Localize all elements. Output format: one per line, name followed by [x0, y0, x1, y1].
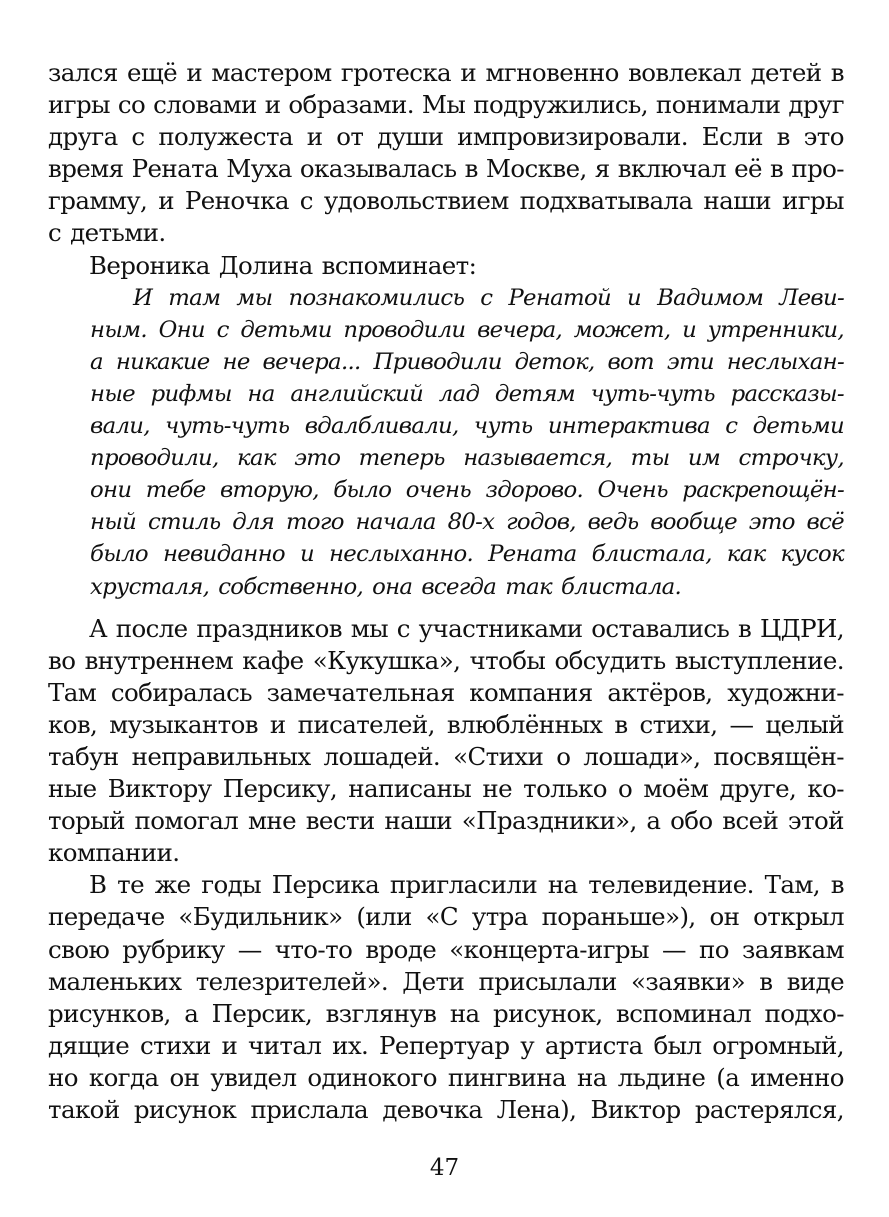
paragraph-gap [48, 603, 844, 613]
text-line: а никакие не вечера... Приводили деток, вот эти неслыхан- [90, 348, 844, 375]
page-number: 47 [429, 1155, 460, 1181]
text-line: игры со словами и образами. Мы подружились, понимали друг [48, 90, 844, 120]
text-line: маленьких телезрителей». Дети присылали «заявки» в виде [48, 966, 844, 996]
text-line: проводили, как это теперь называется, ты им строчку, [90, 445, 844, 472]
text-line: передаче «Будильник» (или «С утра пораньше»), он открыл [48, 902, 844, 932]
text-line: рисунков, а Персик, взглянув на рисунок, вспоминал подхо- [48, 998, 844, 1028]
text-line: свою рубрику — что-то вроде «концерта-игры — по заявкам [48, 934, 844, 964]
text-line: было невиданно и неслыханно. Рената блистала, как кусок [90, 541, 844, 568]
text-line: торый помогал мне вести наши «Праздники», а обо всей этой [48, 806, 844, 836]
text-line: друга с полужеста и от души импровизировали. Если в это [48, 122, 844, 152]
text-line: ные рифмы на английский лад детям чуть-чуть рассказы- [90, 380, 844, 407]
text-line: но когда он увидел одинокого пингвина на льдине (а именно [48, 1062, 844, 1092]
text-line: зался ещё и мастером гротеска и мгновенно вовлекал детей в [48, 58, 844, 87]
text-line: хрусталя, собственно, она всегда так блистала. [90, 573, 682, 600]
text-line: А после праздников мы с участниками оставались в ЦДРИ, [89, 613, 844, 643]
text-line: Вероника Долина вспоминает: [89, 250, 477, 280]
text-line: с детьми. [48, 218, 166, 248]
text-line: время Рената Муха оказывалась в Москве, я включал её в про- [48, 154, 844, 184]
paragraph-continuation [48, 57, 844, 250]
text-line: Там собиралась замечательная компания актёров, художни- [48, 677, 844, 707]
text-line: ные Виктору Персику, написаны не только о моём друге, ко- [48, 774, 844, 804]
text-line: ный стиль для того начала 80-х годов, ведь вообще это всё [90, 509, 844, 536]
text-line: ным. Они с детьми проводили вечера, может, и утренники, [90, 316, 844, 343]
text-line: во внутреннем кафе «Кукушка», чтобы обсудить выступление. [48, 645, 844, 675]
text-line: дящие стихи и читал их. Репертуар у артиста был огромный, [48, 1030, 844, 1060]
dolina-quote [48, 282, 844, 603]
paragraph-quote-intro [48, 250, 844, 282]
paragraph-cdri [48, 613, 844, 870]
paragraph-persik-tv [48, 869, 844, 1126]
text-line: ков, музыкантов и писателей, влюблённых в стихи, — целый [48, 709, 844, 739]
text-line: грамму, и Реночка с удовольствием подхватывала наши игры [48, 186, 844, 216]
text-line: они тебе вторую, было очень здорово. Очень раскрепощён- [90, 477, 844, 504]
text-line: И там мы познакомились с Ренатой и Вадимом Леви- [133, 284, 844, 311]
book-page-text [48, 57, 844, 1126]
text-line: табун неправильных лошадей. «Стихи о лошади», посвящён- [48, 741, 844, 771]
text-line: вали, чуть-чуть вдалбливали, чуть интерактива с детьми [90, 413, 844, 440]
text-line: В те же годы Персика пригласили на телевидение. Там, в [89, 870, 844, 900]
text-line: такой рисунок прислала девочка Лена), Виктор растерялся, [48, 1095, 844, 1124]
text-line: компании. [48, 838, 180, 868]
